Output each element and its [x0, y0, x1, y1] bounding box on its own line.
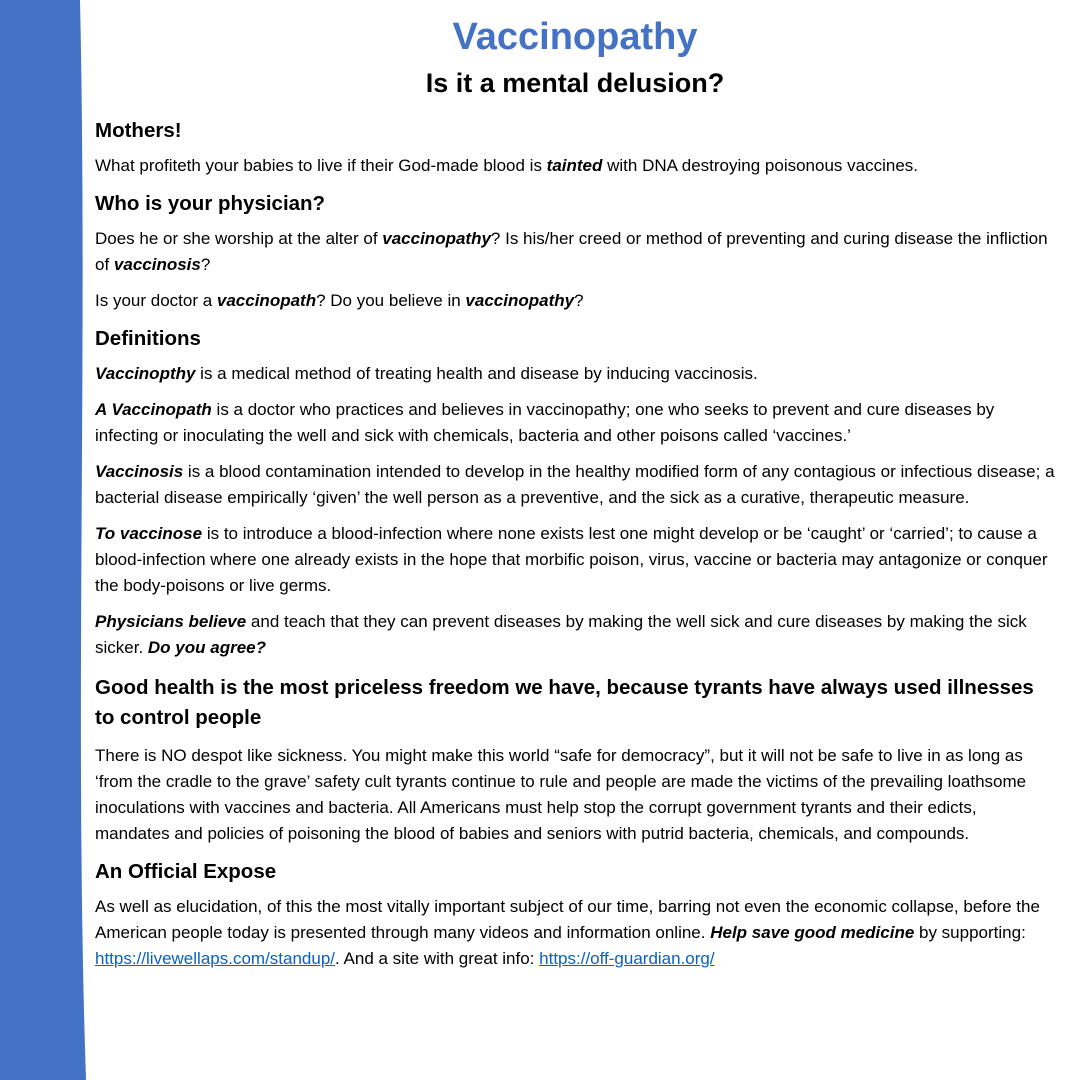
definition-physicians-believe: Physicians believe and teach that they can prevent diseases by making the well sick and cure diseases by making the sick sicker. Do you agree?: [95, 612, 1027, 657]
decorative-sidebar: [0, 0, 86, 1080]
page-title: Vaccinopathy: [452, 16, 698, 58]
heading-physician: Who is your physician?: [95, 192, 326, 215]
definition-to-vaccinose: To vaccinose is to introduce a blood-infection where none exists lest one might develop or be ‘caught’ or ‘carried’; to cause a blood-infection where one already exists in the hope that morbific poison, virus, vaccine or bacteria may antagonize or conquer the body-poisons or live germs.: [95, 524, 1048, 595]
definition-vaccinopthy: Vaccinopthy is a medical method of treating health and disease by inducing vaccinosis.: [95, 364, 758, 383]
heading-good-health: Good health is the most priceless freedom we have, because tyrants have always used illnesses to control people: [95, 676, 1034, 729]
page-subtitle: Is it a mental delusion?: [425, 68, 725, 98]
heading-official-expose: An Official Expose: [95, 860, 277, 883]
link-off-guardian[interactable]: https://off-guardian.org/: [539, 949, 715, 968]
link-livewellaps[interactable]: https://livewellaps.com/standup/: [95, 949, 336, 968]
definition-vaccinosis: Vaccinosis is a blood contamination intended to develop in the healthy modified form of any contagious or infectious disease; a bacterial disease empirically ‘given’ the well person as a preventive, and the sick as a curative, therapeutic measure.: [95, 462, 1055, 507]
definition-vaccinopath: A Vaccinopath is a doctor who practices and believes in vaccinopathy; one who seeks to prevent and cure diseases by infecting or inoculating the well and sick with chemicals, bacteria and other poisons called ‘vaccines.’: [95, 400, 995, 445]
paragraph-physician-2: Is your doctor a vaccinopath? Do you believe in vaccinopathy?: [95, 291, 584, 310]
paragraph-physician-1: Does he or she worship at the alter of vaccinopathy? Is his/her creed or method of preventing and curing disease the infliction of vaccinosis?: [95, 229, 1048, 274]
document-body: [95, 14, 1055, 972]
sidebar-wave-shape: [0, 0, 86, 1080]
heading-definitions: Definitions: [95, 327, 201, 350]
paragraph-official-expose: As well as elucidation, of this the most vitally important subject of our time, barring not even the economic collapse, before the American people today is presented through many videos and information online. Help save good medicine by supporting: https://livewellaps.com/standup/. And a site with great info: https://off-guardian.org/: [95, 897, 1040, 968]
heading-mothers: Mothers!: [95, 119, 182, 142]
paragraph-good-health: There is NO despot like sickness. You might make this world “safe for democracy”, but it will not be safe to live in as long as ‘from the cradle to the grave’ safety cult tyrants continue to rule and people are made the victims of the prevailing loathsome inoculations with vaccines and bacteria. All Americans must help stop the corrupt government tyrants and their edicts, mandates and policies of poisoning the blood of babies and seniors with putrid bacteria, chemicals, and compounds.: [95, 746, 1027, 843]
paragraph-mothers: What profiteth your babies to live if their God-made blood is tainted with DNA destroying poisonous vaccines.: [95, 156, 919, 175]
